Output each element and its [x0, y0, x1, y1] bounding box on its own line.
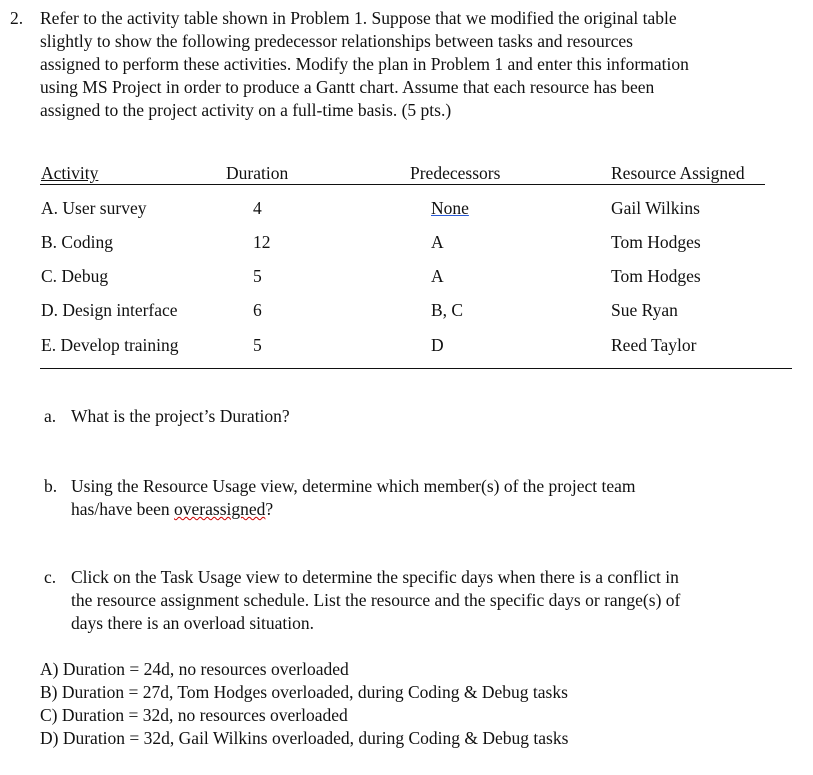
- cell-activity: E. Develop training: [41, 335, 179, 355]
- problem-number: 2.: [10, 8, 24, 28]
- question-text: days there is an overload situation.: [71, 613, 314, 633]
- misspelled-word: overassigned: [174, 499, 266, 519]
- problem-line: assigned to perform these activities. Modify the plan in Problem 1 and enter this information: [40, 54, 689, 74]
- question-text-part: has/have been: [71, 499, 175, 519]
- cell-activity: A. User survey: [41, 198, 147, 218]
- answer-option-a[interactable]: A) Duration = 24d, no resources overloaded: [40, 659, 349, 679]
- cell-predecessors: D: [431, 335, 444, 355]
- header-resource: Resource Assigned: [611, 163, 745, 183]
- cell-activity: C. Debug: [41, 266, 109, 286]
- cell-resource: Sue Ryan: [611, 300, 678, 320]
- cell-duration: 12: [253, 232, 271, 252]
- header-rule: [40, 184, 765, 185]
- cell-resource: Reed Taylor: [611, 335, 697, 355]
- cell-predecessors: B, C: [431, 300, 464, 320]
- problem-line: assigned to the project activity on a full-time basis. (5 pts.): [40, 100, 452, 120]
- cell-activity: D. Design interface: [41, 300, 178, 320]
- problem-line: using MS Project in order to produce a Gantt chart. Assume that each resource has been: [40, 77, 655, 97]
- question-text: [71, 499, 273, 520]
- cell-resource: Tom Hodges: [611, 266, 701, 286]
- cell-predecessors: None: [431, 198, 469, 218]
- cell-predecessors: A: [431, 266, 444, 286]
- cell-duration: 5: [253, 266, 262, 286]
- question-text: Using the Resource Usage view, determine which member(s) of the project team: [71, 476, 636, 496]
- header-predecessors: Predecessors: [410, 163, 501, 183]
- cell-activity: B. Coding: [41, 232, 113, 252]
- answer-option-b[interactable]: B) Duration = 27d, Tom Hodges overloaded, during Coding & Debug tasks: [40, 682, 568, 702]
- header-activity: Activity: [41, 163, 99, 183]
- question-text: What is the project’s Duration?: [71, 406, 290, 426]
- question-label: b.: [44, 476, 58, 496]
- question-text: Click on the Task Usage view to determine the specific days when there is a conflict in: [71, 567, 679, 587]
- cell-duration: 5: [253, 335, 262, 355]
- question-label: c.: [44, 567, 57, 587]
- table-bottom-rule: [40, 368, 792, 369]
- cell-predecessors: A: [431, 232, 444, 252]
- cell-resource: Gail Wilkins: [611, 198, 700, 218]
- question-text: the resource assignment schedule. List the resource and the specific days or range(s) of: [71, 590, 681, 610]
- answer-option-c[interactable]: C) Duration = 32d, no resources overloaded: [40, 705, 348, 725]
- cell-resource: Tom Hodges: [611, 232, 701, 252]
- question-text-part: ?: [265, 499, 274, 519]
- cell-duration: 4: [253, 198, 262, 218]
- answer-option-d[interactable]: D) Duration = 32d, Gail Wilkins overloaded, during Coding & Debug tasks: [40, 728, 569, 748]
- problem-line: Refer to the activity table shown in Problem 1. Suppose that we modified the original table: [40, 8, 677, 28]
- header-duration: Duration: [226, 163, 289, 183]
- cell-duration: 6: [253, 300, 262, 320]
- question-label: a.: [44, 406, 57, 426]
- problem-line: slightly to show the following predecessor relationships between tasks and resources: [40, 31, 633, 51]
